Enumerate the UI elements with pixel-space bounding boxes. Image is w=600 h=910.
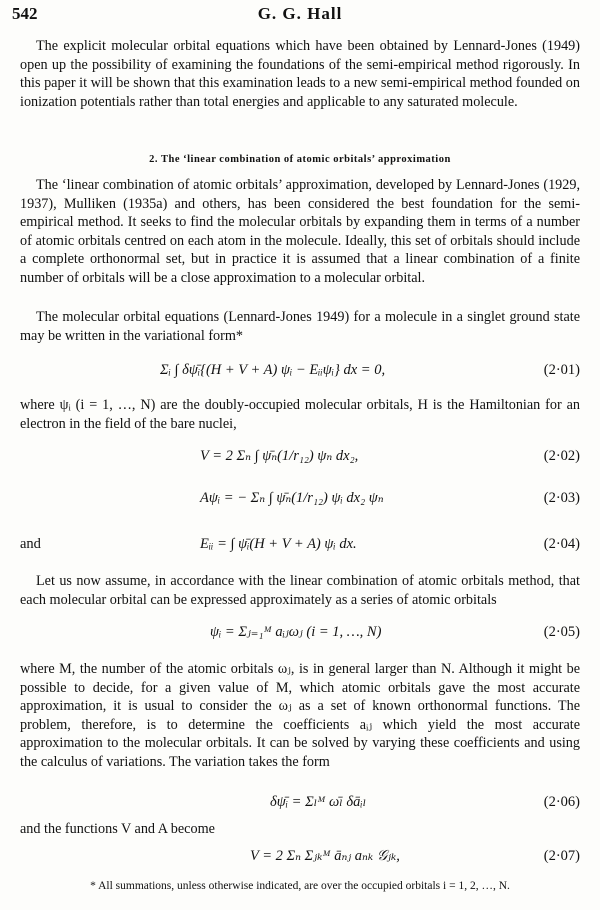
functions-paragraph: and the functions V and A become (20, 821, 215, 837)
equation-2-02 (20, 448, 580, 468)
equation-2-05 (20, 624, 580, 644)
footnote: * All summations, unless otherwise indicated, are over the occupied orbitals i = 1, 2, …, N. (90, 880, 510, 892)
equation-2-02-body: V = 2 Σₙ ∫ ψ̄ₙ(1/r₁₂) ψₙ dx₂, (200, 448, 359, 464)
equation-2-01 (20, 362, 580, 382)
equation-2-02-number: (2·02) (543, 448, 580, 464)
equation-2-03-body: Aψᵢ = − Σₙ ∫ ψ̄ₙ(1/r₁₂) ψᵢ dx₂ ψₙ (200, 490, 384, 506)
lcao-paragraph: The ‘linear combination of atomic orbitals’ approximation, developed by Lennard-Jones (1929, 1937), Mulliken (1935a) and others, has been considered the best foundation for the semi-empirical method. It seeks to find the molecular orbitals by expanding them in terms of a number of atomic orbitals centred on each atom in the molecule. Ideally, this set of orbitals should include a complete orthonormal set, but in practice it is assumed that a linear combination of a finite number of orbitals will be a close approximation to a molecular orbital. (20, 177, 580, 286)
page-number: 542 (12, 4, 38, 23)
equation-2-03 (20, 490, 580, 510)
section-heading: 2. The ‘linear combination of atomic orbitals’ approximation (149, 154, 451, 165)
definitions-paragraph: where ψᵢ (i = 1, …, N) are the doubly-occupied molecular orbitals, H is the Hamiltonian for an electron in the field of the bare nuclei, (20, 397, 580, 432)
equation-2-01-number: (2·01) (543, 362, 580, 378)
equation-2-05-body: ψᵢ = Σⱼ₌₁ᴹ aᵢⱼωⱼ (i = 1, …, N) (210, 624, 382, 640)
intro-paragraph: The explicit molecular orbital equations which have been obtained by Lennard-Jones (1949) open up the possibility of examining the foundations of the semi-empirical method rigorously. In this paper it will be shown that this examination leads to a new semi-empirical method founded on ionization potentials rather than total energies and applicable to any saturated molecule. (20, 38, 580, 110)
author-header: G. G. Hall (257, 4, 343, 23)
equation-2-04-lead: and (20, 536, 41, 552)
equation-2-07-body: V = 2 Σₙ Σⱼₖᴹ āₙⱼ aₙₖ 𝒢ⱼₖ, (250, 848, 400, 864)
equation-2-07-number: (2·07) (543, 848, 580, 864)
equation-2-07 (20, 848, 580, 868)
equation-2-04-body: Eᵢᵢ = ∫ ψ̄ᵢ(H + V + A) ψᵢ dx. (200, 536, 357, 552)
equation-2-04-number: (2·04) (543, 536, 580, 552)
variational-intro-paragraph: The molecular orbital equations (Lennard-Jones 1949) for a molecule in a singlet ground state may be written in the variational form* (20, 309, 580, 344)
coefficients-paragraph: where M, the number of the atomic orbitals ωⱼ, is in general larger than N. Although it might be possible to decide, for a given value of M, which atomic orbitals gave the most accurate approximation, it is usual to consider the ωⱼ as a set of known orthonormal functions. The problem, therefore, is to determine the coefficients aᵢⱼ which yield the most accurate approximation to the molecular orbitals. It can be solved by varying these coefficients and using the calculus of variations. The variation takes the form (20, 661, 580, 770)
equation-2-06 (20, 794, 580, 814)
equation-2-06-body: δψ̄ᵢ = Σₗᴹ ω̄ₗ δāᵢₗ (270, 794, 367, 810)
equation-2-03-number: (2·03) (543, 490, 580, 506)
equation-2-04 (20, 536, 580, 556)
equation-2-06-number: (2·06) (543, 794, 580, 810)
equation-2-01-body: Σᵢ ∫ δψ̄ᵢ{(H + V + A) ψᵢ − Eᵢᵢψᵢ} dx = 0, (160, 362, 386, 378)
lcao-assumption-paragraph: Let us now assume, in accordance with the linear combination of atomic orbitals method, that each molecular orbital can be expressed approximately as a series of atomic orbitals (20, 573, 580, 608)
equation-2-05-number: (2·05) (543, 624, 580, 640)
running-header (0, 4, 600, 26)
